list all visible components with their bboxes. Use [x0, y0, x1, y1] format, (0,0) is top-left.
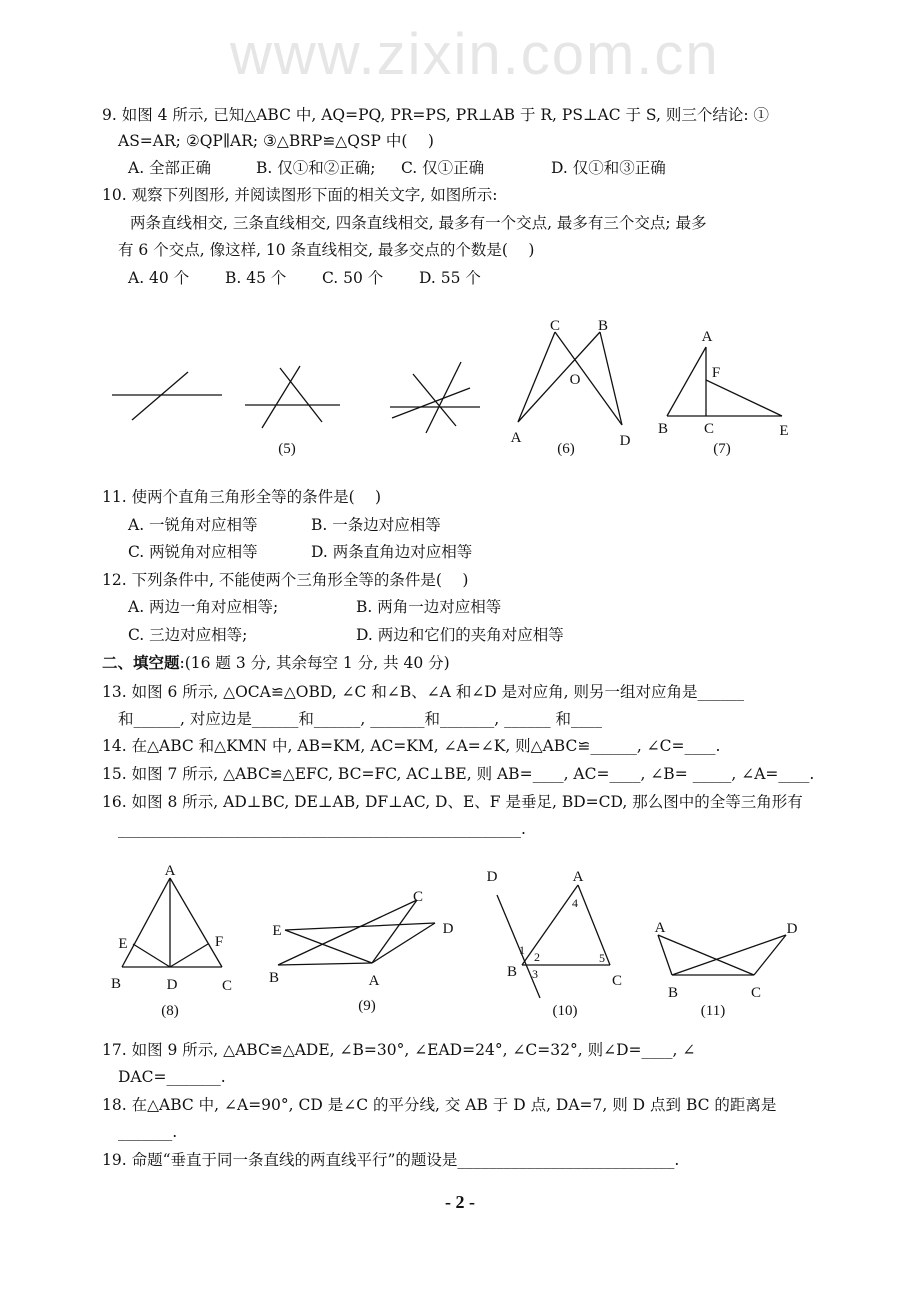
- figure-11: [655, 920, 798, 1019]
- label-o: O: [569, 372, 581, 388]
- label-d: D: [619, 433, 631, 449]
- angle-5: 5: [599, 951, 605, 965]
- q10-option-d: D. 55 个: [419, 269, 481, 287]
- figure-6: [511, 318, 631, 457]
- section-2-note: :(16 题 3 分, 其余每空 1 分, 共 40 分): [179, 654, 450, 672]
- label-c: C: [221, 978, 233, 994]
- q9-option-c: C. 仅①正确: [401, 159, 485, 177]
- label-a: A: [701, 329, 713, 345]
- q9-option-b: B. 仅①和②正确;: [256, 159, 376, 177]
- label-c: C: [549, 318, 561, 334]
- label-d: D: [166, 977, 178, 993]
- q11-options-row2: [128, 542, 472, 562]
- angle-4: 4: [572, 896, 578, 910]
- q12-stem: 12. 下列条件中, 不能使两个三角形全等的条件是( ): [102, 571, 469, 589]
- label-a: A: [654, 920, 666, 936]
- figure-5-caption: (5): [278, 441, 296, 457]
- figure-four-lines: [390, 362, 480, 433]
- q12-option-b: B. 两角一边对应相等: [356, 598, 502, 616]
- q16-answer-blank: ____________________________________________________.: [118, 820, 526, 838]
- q9-line1: 9. 如图 4 所示, 已知△ABC 中, AQ=PQ, PR=PS, PR⊥AB 于 R, PS⊥AC 于 S, 则三个结论: ①: [102, 106, 770, 124]
- label-b: B: [667, 985, 679, 1001]
- q14: 14. 在△ABC 和△KMN 中, AB=KM, AC=KM, ∠A=∠K, 则△ABC≌______, ∠C=____.: [102, 737, 721, 755]
- label-a: A: [572, 869, 584, 885]
- q10-option-b: B. 45 个: [225, 269, 287, 287]
- q17-line1: 17. 如图 9 所示, △ABC≌△ADE, ∠B=30°, ∠EAD=24°, ∠C=32°, 则∠D=____, ∠: [102, 1041, 696, 1059]
- q12-option-d: D. 两边和它们的夹角对应相等: [356, 626, 564, 644]
- label-c: C: [611, 973, 623, 989]
- angle-2: 2: [534, 950, 540, 964]
- q12-option-c: C. 三边对应相等;: [128, 626, 248, 644]
- q12-options-row1: [128, 597, 501, 617]
- figure-7-caption: (7): [713, 441, 731, 457]
- label-b: B: [597, 318, 609, 334]
- q11-option-c: C. 两锐角对应相等: [128, 543, 258, 561]
- label-e: E: [779, 423, 789, 439]
- figure-8: [111, 863, 232, 1019]
- q10-line3: 有 6 个交点, 像这样, 10 条直线相交, 最多交点的个数是( ): [118, 241, 535, 259]
- figure-9: [269, 889, 454, 1014]
- q16-line1: 16. 如图 8 所示, AD⊥BC, DE⊥AB, DF⊥AC, D、E、F 是垂足, BD=CD, 那么图中的全等三角形有: [102, 793, 803, 811]
- label-a: A: [368, 973, 380, 989]
- watermark: www.zixin.com.cn: [230, 22, 720, 87]
- page-number: - 2 -: [445, 1192, 475, 1212]
- q11-option-d: D. 两条直角边对应相等: [311, 543, 473, 561]
- q11-option-a: A. 一锐角对应相等: [128, 516, 258, 534]
- section-2-heading: [102, 653, 450, 673]
- q18-line2: _______.: [118, 1123, 178, 1141]
- label-b: B: [506, 964, 518, 980]
- figure-7: [658, 329, 789, 457]
- figure-three-lines: [245, 366, 340, 428]
- q13-line1: 13. 如图 6 所示, △OCA≌△OBD, ∠C 和∠B、∠A 和∠D 是对应角, 则另一组对应角是______: [102, 683, 745, 701]
- q15: 15. 如图 7 所示, △ABC≌△EFC, BC=FC, AC⊥BE, 则 AB=____, AC=____, ∠B= _____, ∠A=____.: [102, 765, 815, 783]
- label-a: A: [164, 863, 176, 879]
- q9-option-d: D. 仅①和③正确: [551, 159, 666, 177]
- q11-options-row1: [128, 515, 441, 535]
- label-c: C: [750, 985, 762, 1001]
- label-b: B: [657, 421, 669, 437]
- label-b: B: [268, 970, 280, 986]
- q19: 19. 命题“垂直于同一条直线的两直线平行”的题设是____________________________.: [102, 1151, 680, 1169]
- label-c: C: [703, 421, 715, 437]
- q10-line1: 10. 观察下列图形, 并阅读图形下面的相关文字, 如图所示:: [102, 186, 498, 204]
- label-a: A: [510, 430, 522, 446]
- figure-two-lines: [112, 372, 222, 420]
- q12-options-row2: [128, 625, 564, 645]
- figure-9-caption: (9): [358, 998, 376, 1014]
- figure-8-caption: (8): [161, 1003, 179, 1019]
- q12-option-a: A. 两边一角对应相等;: [128, 598, 279, 616]
- label-f: F: [214, 934, 224, 950]
- q17-line2: DAC=_______.: [118, 1068, 226, 1086]
- angle-3: 3: [532, 967, 538, 981]
- label-d: D: [786, 921, 798, 937]
- q13-line2: 和______, 对应边是______和______, _______和_______, ______ 和____: [118, 710, 602, 728]
- angle-1: 1: [519, 943, 525, 957]
- q9-line2: AS=AR; ②QP∥AR; ③△BRP≌△QSP 中( ): [118, 132, 434, 150]
- label-d: D: [442, 921, 454, 937]
- q11-stem: 11. 使两个直角三角形全等的条件是( ): [102, 488, 382, 506]
- q18-line1: 18. 在△ABC 中, ∠A=90°, CD 是∠C 的平分线, 交 AB 于 D 点, DA=7, 则 D 点到 BC 的距离是: [102, 1096, 777, 1114]
- q10-line2: 两条直线相交, 三条直线相交, 四条直线相交, 最多有一个交点, 最多有三个交点; 最多: [130, 214, 707, 232]
- figure-10: [487, 869, 622, 1019]
- label-c: C: [412, 889, 424, 905]
- section-2-title: 二、填空题: [102, 653, 180, 672]
- figure-11-caption: (11): [700, 1003, 726, 1019]
- label-e: E: [118, 936, 128, 952]
- q10-option-c: C. 50 个: [322, 269, 384, 287]
- label-d: D: [486, 869, 498, 885]
- label-b: B: [110, 976, 122, 992]
- q10-option-a: A. 40 个: [128, 269, 190, 287]
- label-e: E: [272, 923, 282, 939]
- q11-option-b: B. 一条边对应相等: [311, 516, 441, 534]
- figure-10-caption: (10): [552, 1003, 578, 1019]
- figure-6-caption: (6): [557, 441, 575, 457]
- q9-option-a: A. 全部正确: [128, 159, 212, 177]
- label-f: F: [711, 365, 721, 381]
